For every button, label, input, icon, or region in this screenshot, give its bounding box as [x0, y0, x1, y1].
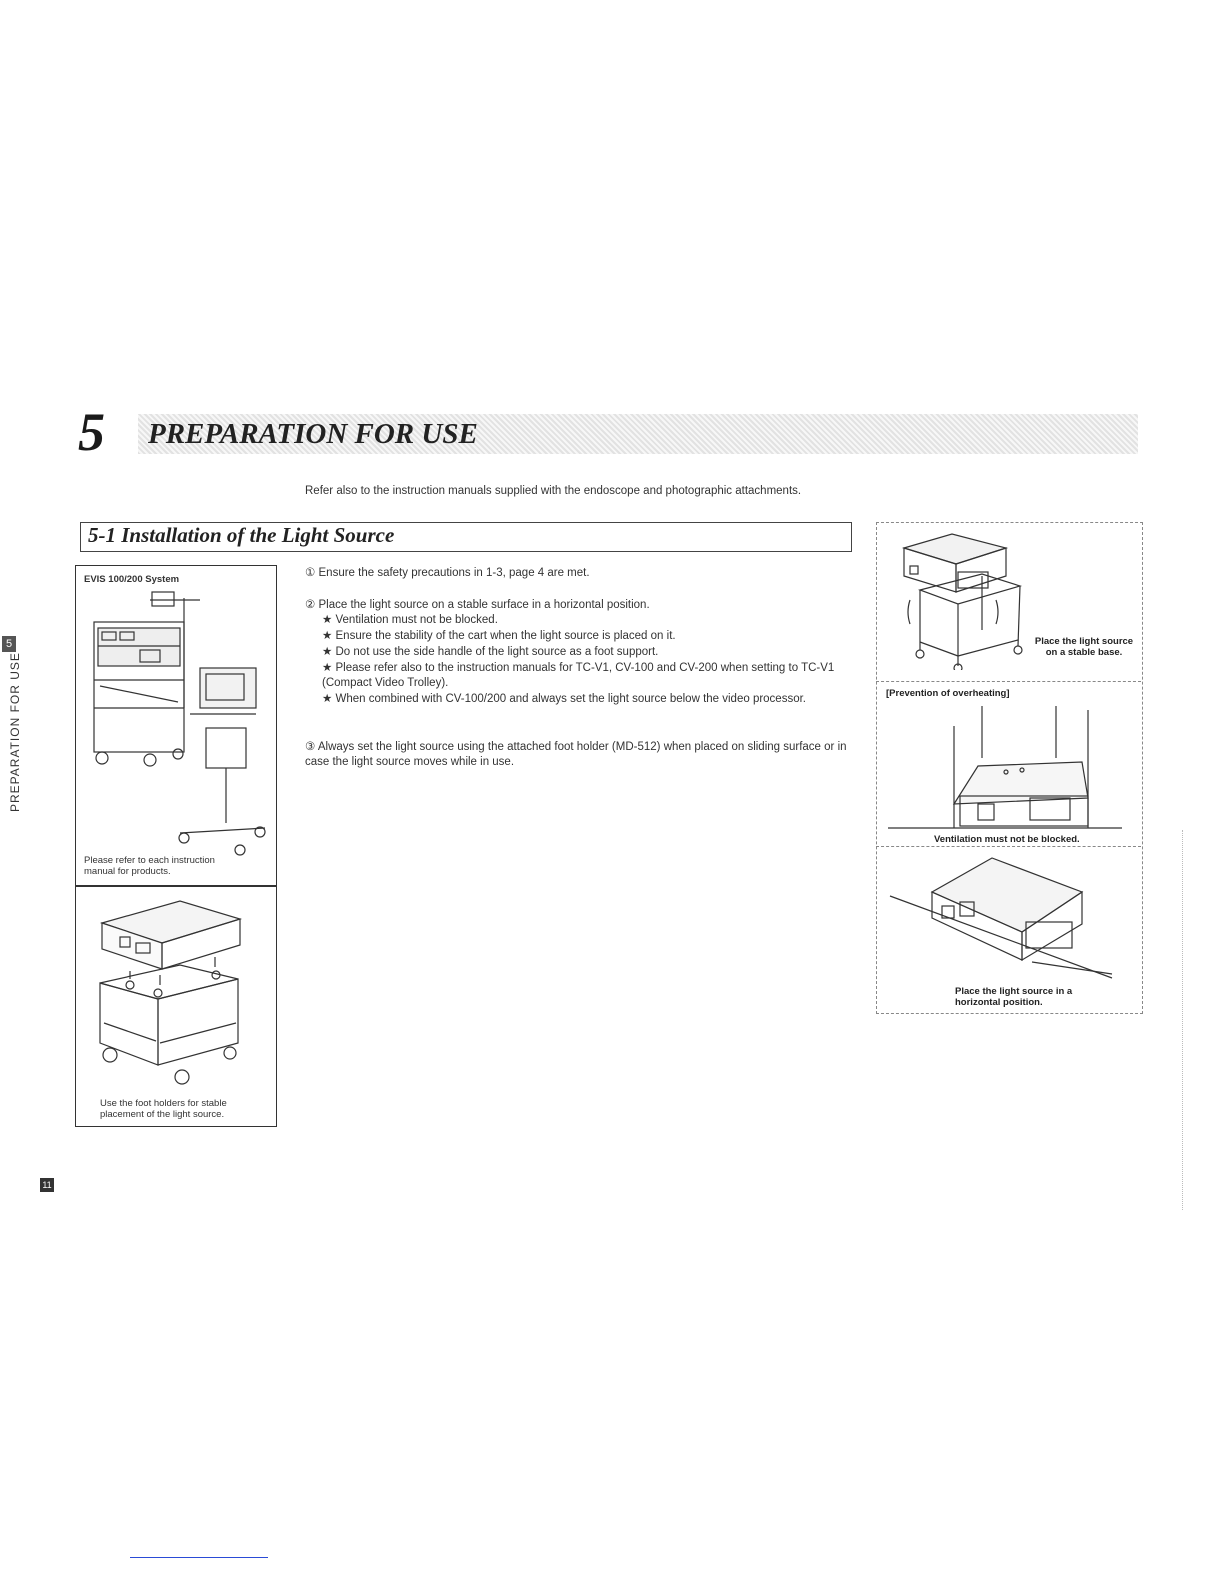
caption-stable-base: Place the light source on a stable base. [1034, 636, 1134, 658]
side-tab-number: 5 [2, 636, 16, 652]
horizontal-position-illustration [882, 852, 1137, 982]
figure-right-divider-2 [876, 846, 1141, 847]
chapter-title: PREPARATION FOR USE [148, 418, 478, 450]
system-cart-illustration [80, 588, 272, 856]
side-tab-label: PREPARATION FOR USE [8, 652, 22, 812]
refer-note: Refer also to the instruction manuals supplied with the endoscope and photographic attachments. [305, 485, 802, 497]
figure-right-divider-1 [876, 681, 1141, 682]
page-edge-rule [1182, 830, 1183, 1210]
caption-horizontal-position: Place the light source in a horizontal position. [955, 986, 1073, 1008]
figure-system-title: EVIS 100/200 System [84, 574, 180, 585]
figure-foot-holder-caption: Use the foot holders for stable placement of the light source. [100, 1098, 227, 1120]
bullet-side-handle: ★ Do not use the side handle of the light source as a foot support. [322, 646, 659, 658]
ventilation-illustration [882, 700, 1137, 830]
instruction-step-3: ③ Always set the light source using the attached foot holder (MD-512) when placed on sliding surface or in case the light source moves while in use. [305, 741, 847, 768]
stable-base-illustration [892, 530, 1032, 670]
instruction-step-1: ① Ensure the safety precautions in 1-3, page 4 are met. [305, 567, 590, 579]
section-title: 5-1 Installation of the Light Source [88, 523, 395, 547]
heading-prevention-overheating: [Prevention of overheating] [886, 688, 1010, 699]
figure-system-caption: Please refer to each instruction manual for products. [84, 855, 215, 877]
instruction-step-2: ② Place the light source on a stable surface in a horizontal position. [305, 599, 650, 611]
bullet-video-processor: ★ When combined with CV-100/200 and always set the light source below the video processor. [322, 693, 806, 705]
page-number-badge: 11 [40, 1178, 54, 1192]
chapter-number: 5 [78, 402, 105, 462]
bullet-ventilation: ★ Ventilation must not be blocked. [322, 614, 498, 626]
bottom-link-line [130, 1557, 268, 1558]
caption-ventilation: Ventilation must not be blocked. [934, 834, 1080, 845]
bullet-tc-v1: ★ Please refer also to the instruction manuals for TC-V1, CV-100 and CV-200 when setting to TC-V1 (Compact Video Trolley). [322, 662, 835, 689]
bullet-cart-stability: ★ Ensure the stability of the cart when the light source is placed on it. [322, 630, 676, 642]
foot-holder-illustration [90, 893, 260, 1093]
